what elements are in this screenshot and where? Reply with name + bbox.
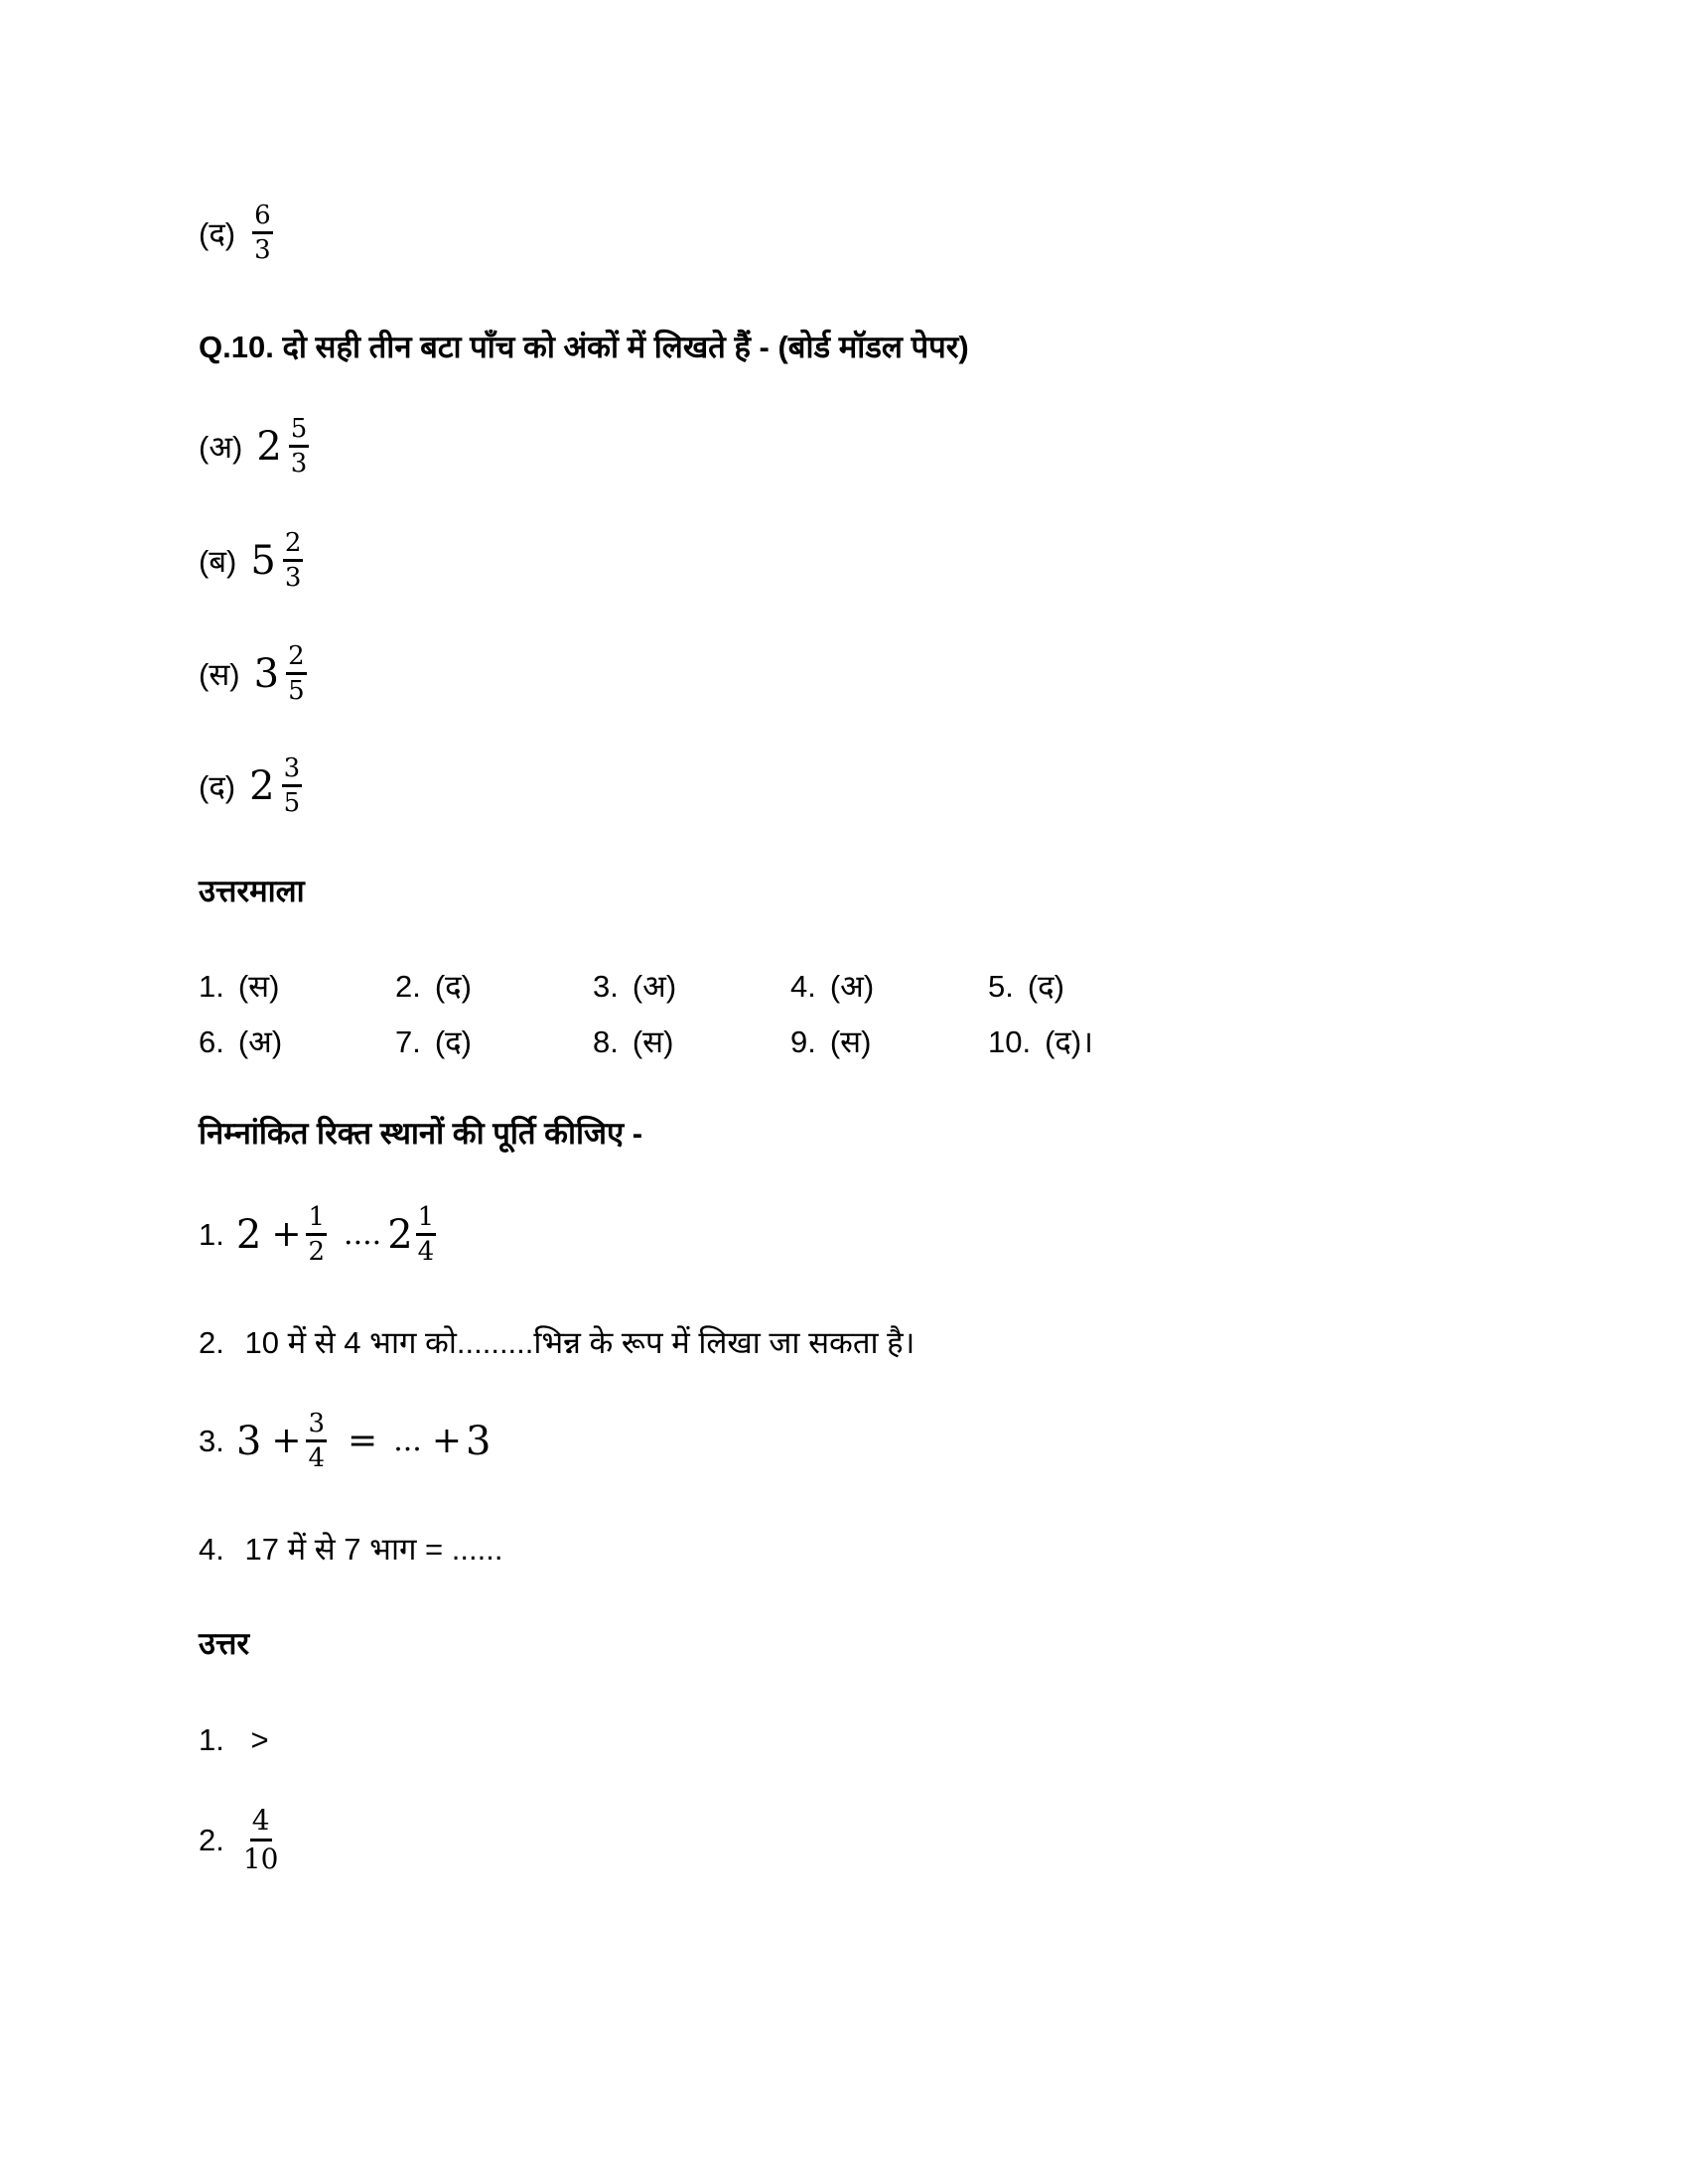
- blank: ...: [393, 1424, 422, 1458]
- item-text: 17 में से 7 भाग = ......: [244, 1532, 503, 1567]
- answer-key-item: 1. (स): [199, 969, 280, 1004]
- numerator: 5: [289, 415, 310, 448]
- fraction: [306, 1410, 327, 1472]
- option-label: (द): [199, 215, 236, 251]
- denominator: 3: [284, 563, 302, 593]
- equals-sign: =: [348, 1421, 378, 1461]
- answer-key-item: 4. (अ): [790, 969, 875, 1004]
- fill-blank-item-2: [199, 1323, 914, 1363]
- fraction: [306, 1203, 327, 1266]
- q10-option-b: [199, 529, 306, 592]
- denominator: 5: [288, 676, 305, 706]
- denominator: 2: [308, 1237, 326, 1267]
- denominator: 3: [290, 449, 308, 478]
- item-number: 3.: [199, 1423, 224, 1458]
- item-number: 4.: [199, 1532, 224, 1567]
- numerator: 4: [250, 1805, 272, 1842]
- answers-heading: उत्तर: [199, 1626, 250, 1661]
- item-number: 2.: [199, 1822, 224, 1857]
- fraction: [282, 754, 303, 817]
- answer-key-row: [199, 965, 1291, 1005]
- numerator: 2: [283, 529, 304, 562]
- whole-number: 2: [235, 1211, 262, 1258]
- item-text: 10 में से 4 भाग को.........भिन्न के रूप में लिखा जा सकता है।: [244, 1325, 915, 1360]
- question-number: Q.10.: [199, 330, 274, 364]
- whole-number: 2: [256, 423, 282, 470]
- question-text: दो सही तीन बटा पाँच को अंकों में लिखते हैं - (बोर्ड मॉडल पेपर): [282, 330, 969, 364]
- fraction: [283, 529, 304, 592]
- answer-key-item: 3. (अ): [593, 969, 677, 1004]
- whole-number: 3: [235, 1418, 262, 1464]
- answer-value: >: [250, 1722, 269, 1757]
- whole-number: 2: [387, 1211, 413, 1258]
- numerator: 3: [306, 1410, 327, 1442]
- whole-number: 2: [249, 762, 275, 809]
- denominator: 3: [254, 235, 271, 265]
- whole-number: 3: [253, 650, 280, 697]
- plus-sign: +: [271, 1214, 302, 1255]
- numerator: 6: [252, 202, 273, 234]
- numerator: 3: [282, 754, 303, 787]
- q10-option-a: [199, 415, 312, 478]
- answer-key-item: 5. (द): [988, 969, 1064, 1004]
- plus-sign: +: [431, 1421, 462, 1461]
- option-label: (द): [199, 768, 236, 804]
- denominator: 4: [417, 1237, 435, 1267]
- answer-key-item: 10. (द)।: [988, 1024, 1093, 1059]
- whole-number: 3: [465, 1418, 492, 1464]
- item-number: 1.: [199, 1722, 224, 1757]
- fraction: [416, 1203, 437, 1266]
- fill-blank-item-4: [199, 1530, 502, 1570]
- item-number: 1.: [199, 1216, 224, 1252]
- denominator: 5: [283, 788, 301, 818]
- fraction: [289, 415, 310, 478]
- answer-item-2: [199, 1805, 284, 1875]
- numerator: 1: [416, 1203, 437, 1236]
- fill-blanks-heading: निम्नांकित रिक्त स्थानों की पूर्ति कीजिए -: [199, 1116, 643, 1151]
- answer-item-1: [199, 1720, 269, 1760]
- answer-key-heading: उत्तरमाला: [199, 874, 305, 908]
- answer-key-grid: [199, 965, 1291, 1060]
- whole-number: 5: [250, 537, 276, 584]
- fraction: [252, 202, 273, 264]
- option-label: (ब): [199, 543, 237, 579]
- fraction: [286, 642, 307, 705]
- numerator: 1: [306, 1203, 327, 1236]
- question-10-heading: [199, 328, 969, 367]
- fill-blank-item-1: [199, 1203, 439, 1266]
- q10-option-c: [199, 642, 310, 705]
- fill-blank-item-3: [199, 1410, 491, 1472]
- answer-key-item: 8. (स): [593, 1024, 674, 1059]
- option-label: (अ): [199, 429, 243, 465]
- answer-key-item: 9. (स): [790, 1024, 872, 1059]
- answer-key-item: 2. (द): [395, 969, 472, 1004]
- answer-key-item: 6. (अ): [199, 1024, 283, 1059]
- item-number: 2.: [199, 1325, 224, 1360]
- option-label: (स): [199, 656, 240, 692]
- answer-key-item: 7. (द): [395, 1024, 472, 1059]
- fraction: [241, 1805, 281, 1875]
- blank: ....: [344, 1217, 382, 1252]
- answer-key-row: [199, 1021, 1291, 1060]
- q10-option-d: [199, 754, 305, 817]
- denominator: 10: [242, 1843, 279, 1875]
- denominator: 4: [308, 1443, 326, 1473]
- option-d-prev-question: [199, 202, 276, 264]
- plus-sign: +: [271, 1421, 302, 1461]
- numerator: 2: [286, 642, 307, 675]
